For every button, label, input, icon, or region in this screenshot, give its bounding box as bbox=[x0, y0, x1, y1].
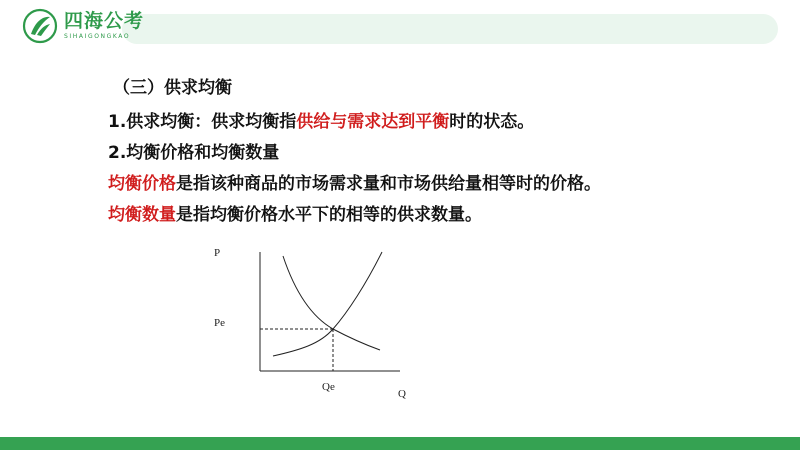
section-title: （三）供求均衡 bbox=[113, 78, 232, 98]
logo-mark-icon bbox=[22, 8, 58, 44]
supply-demand-diagram bbox=[200, 232, 430, 407]
line1-highlight: 供给与需求达到平衡 bbox=[296, 112, 450, 132]
logo bbox=[22, 8, 144, 44]
demand-curve bbox=[283, 256, 380, 350]
supply-curve bbox=[273, 252, 382, 356]
definition-line-1 bbox=[108, 112, 534, 132]
footer-stripe bbox=[0, 437, 800, 450]
line4-suffix: 是指均衡价格水平下的相等的供求数量。 bbox=[176, 205, 482, 225]
definition-line-4 bbox=[108, 205, 482, 225]
line1-suffix: 时的状态。 bbox=[449, 112, 535, 132]
line3-highlight: 均衡价格 bbox=[108, 174, 176, 194]
equilibrium-price-label: Pe bbox=[214, 317, 225, 329]
line4-highlight: 均衡数量 bbox=[108, 205, 176, 225]
subheading-line-2: 2.均衡价格和均衡数量 bbox=[108, 143, 280, 163]
x-axis-label: Q bbox=[398, 388, 406, 400]
logo-subtitle: SIHAIGONGKAO bbox=[64, 33, 131, 40]
equilibrium-quantity-label: Qe bbox=[322, 381, 335, 393]
definition-line-3 bbox=[108, 174, 601, 194]
logo-title: 四海公考 bbox=[64, 10, 145, 32]
line3-suffix: 是指该种商品的市场需求量和市场供给量相等时的价格。 bbox=[176, 174, 601, 194]
y-axis-label: P bbox=[214, 247, 221, 259]
line1-prefix: 1.供求均衡：供求均衡指 bbox=[108, 112, 297, 132]
header-bar bbox=[122, 14, 778, 44]
